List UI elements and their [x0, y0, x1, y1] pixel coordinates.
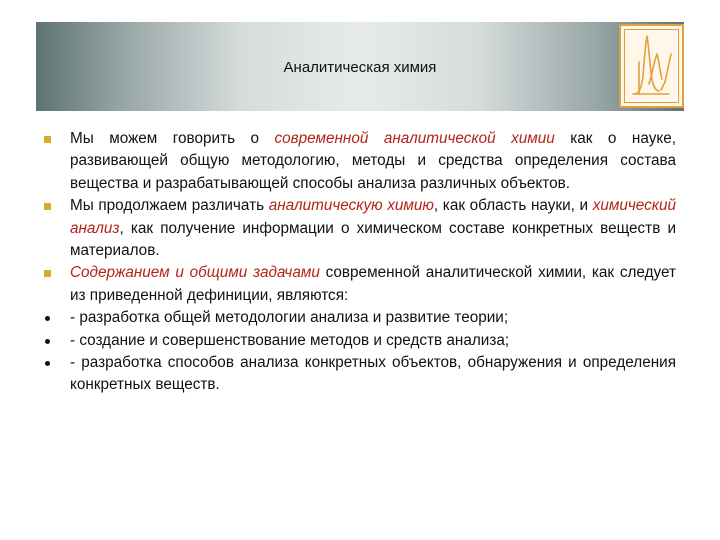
list-item [44, 262, 676, 307]
bullet-square-icon [44, 128, 70, 150]
bullet-dot-icon [44, 307, 70, 329]
bullet-dot-icon [44, 330, 70, 352]
list-item [44, 352, 676, 397]
chromatogram-peak-icon [619, 24, 684, 108]
logo [619, 24, 684, 108]
list-item-text: Мы продолжаем различать аналитическую химию, как область науки, и химический анализ, как получение информации о химическом составе конкретных веществ и материалов. [70, 197, 676, 260]
list-item [44, 307, 676, 329]
list-item [44, 195, 676, 262]
bullet-list [44, 128, 676, 397]
list-item-text: - создание и совершенствование методов и средств анализа; [70, 331, 510, 349]
slide-title: Аналитическая химия [283, 59, 437, 76]
list-item-text: - разработка общей методологии анализа и развитие теории; [70, 309, 509, 327]
list-item [44, 330, 676, 352]
list-item-text: Содержанием и общими задачами современной аналитической химии, как следует из приведенной дефиниции, являются: [70, 264, 676, 304]
bullet-square-icon [44, 262, 70, 284]
list-item-text: - разработка способов анализа конкретных объектов, обнаружения и определения конкретных веществ. [70, 354, 676, 394]
bullet-square-icon [44, 195, 70, 217]
bullet-dot-icon [44, 352, 70, 374]
list-item [44, 128, 676, 195]
list-item-text: Мы можем говорить о современной аналитической химии как о науке, развивающей общую методологию, методы и средства определения состава вещества и разрабатывающей способы анализа различных объектов. [70, 130, 676, 192]
